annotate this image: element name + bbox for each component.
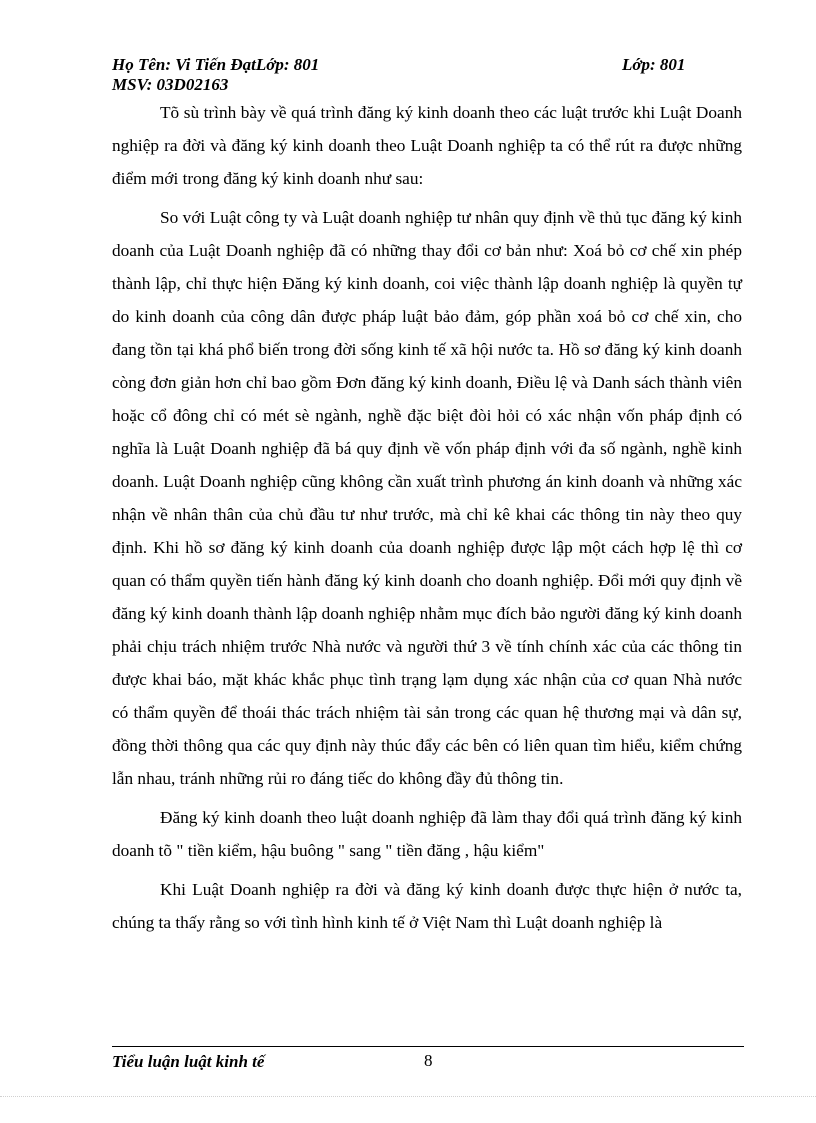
- page-header: [112, 55, 712, 95]
- page-number: 8: [424, 1051, 433, 1070]
- paragraph-conclusion-start: Khi Luật Doanh nghiệp ra đời và đăng ký kinh doanh được thực hiện ở nước ta, chúng ta thấy rằng so với tình hình kinh tế ở Việt Nam thì Luật doanh nghiệp là: [112, 880, 742, 932]
- header-line-1: [112, 55, 712, 75]
- paragraph-intro: Tõ sù trình bày về quá trình đăng ký kinh doanh theo các luật trước khi Luật Doanh nghiệp ra đời và đăng ký kinh doanh theo Luật Doanh nghiệp ta có thể rút ra được những điểm mới trong đăng ký kinh doanh như sau:: [112, 103, 742, 188]
- document-body: [112, 96, 742, 939]
- paragraph-comparison: So với Luật công ty và Luật doanh nghiệp tư nhân quy định về thủ tục đăng ký kinh doanh của Luật Doanh nghiệp đã có những thay đổi cơ bản như: Xoá bỏ cơ chế xin phép thành lập, chỉ thực hiện Đăng ký kinh doanh, coi việc thành lập doanh nghiệp là quyền tự do kinh doanh của công dân được pháp luật bảo đảm, góp phần xoá bỏ cơ chế xin, cho đang tồn tại khá phổ biến trong đời sống kinh tế xã hội nước ta. Hồ sơ đăng ký kinh doanh còng đơn giản hơn chỉ bao gồm Đơn đăng ký kinh doanh, Điều lệ và Danh sách thành viên hoặc cổ đông chỉ có mét sè ngành, nghề đặc biệt đòi hỏi có xác nhận vốn pháp định có nghĩa là Luật Doanh nghiệp đã bá quy định về vốn pháp định với đa số ngành, nghề kinh doanh. Luật Doanh nghiệp cũng không cần xuất trình phương án kinh doanh và những xác nhận về nhân thân của chủ đầu tư như trước, mà chỉ kê khai các thông tin này theo quy định. Khi hồ sơ đăng ký kinh doanh của doanh nghiệp được lập một cách hợp lệ thì cơ quan có thẩm quyền tiến hành đăng ký kinh doanh cho doanh nghiệp. Đổi mới quy định về đăng ký kinh doanh thành lập doanh nghiệp nhằm mục đích bảo người đăng ký kinh doanh phải chịu trách nhiệm trước Nhà nước và người thứ 3 về tính chính xác của các thông tin được khai báo, mặt khác khắc phục tình trạng lạm dụng xác nhận của cơ quan Nhà nước có thẩm quyền để thoái thác trách nhiệm tài sản trong các quan hệ thương mại và dân sự, đồng thời thông qua các quy định này thúc đẩy các bên có liên quan tìm hiểu, kiểm chứng lẫn nhau, tránh những rủi ro đáng tiếc do không đầy đủ thông tin.: [112, 208, 742, 788]
- paragraph-change: Đăng ký kinh doanh theo luật doanh nghiệp đã làm thay đổi quá trình đăng ký kinh doanh tõ " tiền kiểm, hậu buông " sang " tiền đăng , hậu kiểm": [112, 808, 742, 860]
- header-name-class: Họ Tên: Vi Tiến ĐạtLớp: 801: [112, 55, 320, 74]
- header-class-right: Lớp: 801: [622, 55, 686, 74]
- footer-divider: [112, 1046, 744, 1047]
- footer-title: Tiểu luận luật kinh tế: [112, 1052, 265, 1071]
- page-bottom-border: [0, 1096, 816, 1097]
- header-student-id: MSV: 03D02163: [112, 75, 229, 94]
